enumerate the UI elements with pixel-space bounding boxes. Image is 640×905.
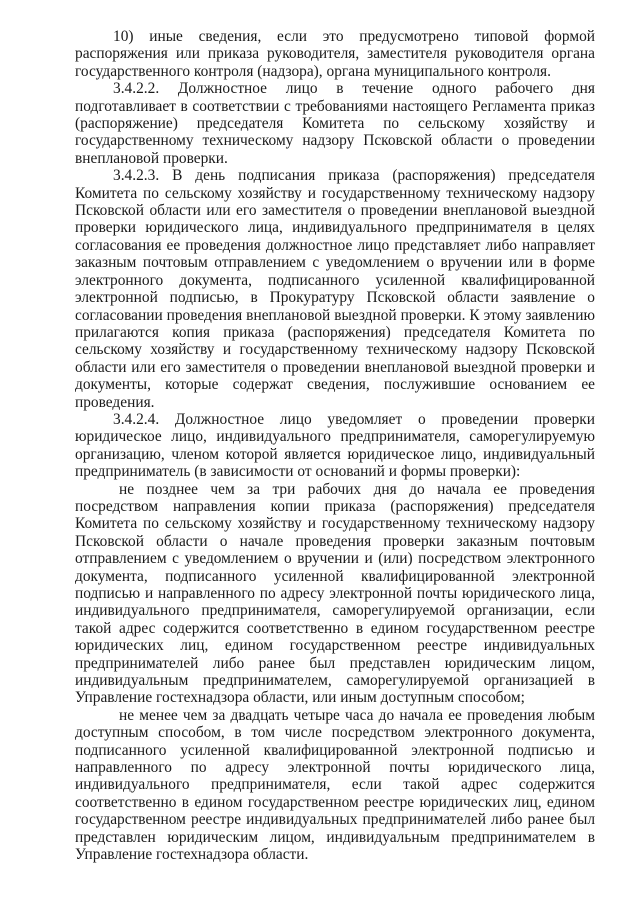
- paragraph-3-4-2-2: 3.4.2.2. Должностное лицо в течение одного рабочего дня подготавливает в соответствии с требованиями настоящего Регламента приказ (распоряжение) председателя Комитета по сельскому хозяйству и государственному техническому надзору Псковской области о проведении внеплановой проверки.: [75, 80, 595, 167]
- paragraph-3-4-2-4: 3.4.2.4. Должностное лицо уведомляет о проведении проверки юридическое лицо, индивидуального предпринимателя, саморегулируемую организацию, членом которой является юридическое лицо, индивидуальный предприниматель (в зависимости от оснований и формы проверки):: [75, 410, 595, 481]
- document-page: [75, 28, 595, 864]
- paragraph-twenty-four-hours-notice: не менее чем за двадцать четыре часа до начала ее проведения любым доступным способом, в том числе посредством электронного документа, подписанного усиленной квалифицированной электронной подписью и направленного по адресу электронной почты юридического лица, индивидуального предпринимателя, если такой адрес содержится соответственно в едином государственном реестре юридических лиц, едином государственном реестре индивидуальных предпринимателей либо ранее был представлен юридическим лицом, индивидуальным предпринимателем в Управление гостехнадзора области.: [75, 706, 595, 864]
- paragraph-3-4-2-3: 3.4.2.3. В день подписания приказа (распоряжения) председателя Комитета по сельскому хозяйству и государственному техническому надзору Псковской области или его заместителя о проведении внеплановой выездной проверки юридического лица, индивидуального предпринимателя в целях согласования ее проведения должностное лицо представляет либо направляет заказным почтовым отправлением с уведомлением о вручении или в форме электронного документа, подписанного усиленной квалифицированной электронной подписью, в Прокуратуру Псковской области заявление о согласовании проведения внеплановой выездной проверки. К этому заявлению прилагаются копия приказа (распоряжения) председателя Комитета по сельскому хозяйству и государственному техническому надзору Псковской области или его заместителя о проведении внеплановой выездной проверки и документы, которые содержат сведения, послужившие основанием ее проведения.: [75, 167, 595, 411]
- paragraph-three-days-notice: не позднее чем за три рабочих дня до начала ее проведения посредством направления копии приказа (распоряжения) председателя Комитета по сельскому хозяйству и государственному техническому надзору Псковской области о начале проведения проверки заказным почтовым отправлением с уведомлением о вручении и (или) посредством электронного документа, подписанного усиленной квалифицированной электронной подписью и направленного по адресу электронной почты юридического лица, индивидуального предпринимателя, саморегулируемой организации, если такой адрес содержится соответственно в едином государственном реестре юридических лиц, едином государственном реестре индивидуальных предпринимателей либо ранее был представлен юридическим лицом, индивидуальным предпринимателем, саморегулируемой организацией в Управление гостехнадзора области, или иным доступным способом;: [75, 480, 595, 707]
- paragraph-item-10: 10) иные сведения, если это предусмотрено типовой формой распоряжения или приказа руководителя, заместителя руководителя органа государственного контроля (надзора), органа муниципального контроля.: [75, 28, 595, 80]
